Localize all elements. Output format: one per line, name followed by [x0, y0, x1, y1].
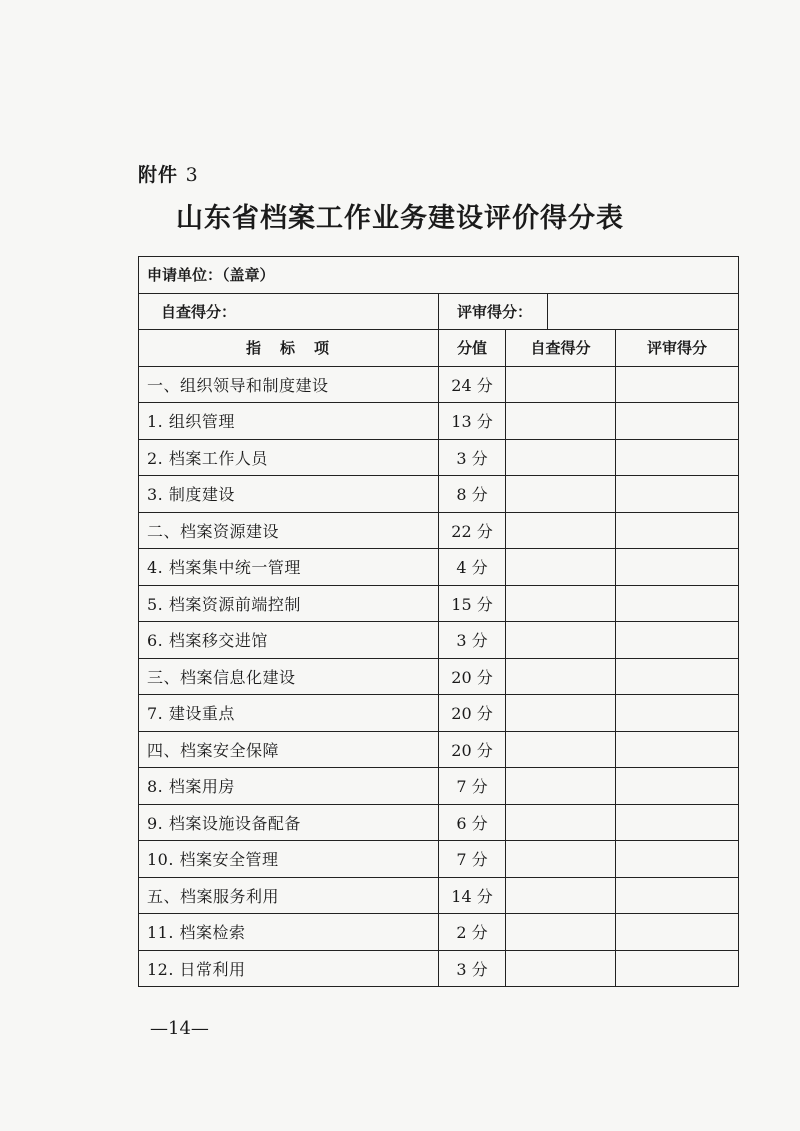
score-value: 3 分: [439, 622, 506, 659]
page-number: —14—: [150, 1018, 209, 1039]
score-value: 7 分: [439, 768, 506, 805]
indicator-item: 12. 日常利用: [139, 950, 439, 987]
indicator-item: 8. 档案用房: [139, 768, 439, 805]
review-score-cell: [616, 877, 739, 914]
indicator-item: 一、组织领导和制度建设: [139, 366, 439, 403]
self-score-cell: [506, 476, 616, 513]
review-score-value: [548, 293, 739, 330]
self-score-cell: [506, 841, 616, 878]
review-score-cell: [616, 512, 739, 549]
attachment-text: 附件: [138, 164, 179, 186]
score-value: 2 分: [439, 914, 506, 951]
review-score-cell: [616, 585, 739, 622]
score-value: 13 分: [439, 403, 506, 440]
indicator-item: 5. 档案资源前端控制: [139, 585, 439, 622]
indicator-item: 三、档案信息化建设: [139, 658, 439, 695]
table-row: [139, 768, 739, 805]
review-score-cell: [616, 403, 739, 440]
score-summary-row: [139, 293, 739, 330]
self-score-cell: [506, 549, 616, 586]
self-score-cell: [506, 695, 616, 732]
review-score-cell: [616, 549, 739, 586]
self-score-cell: [506, 439, 616, 476]
review-score-cell: [616, 695, 739, 732]
document-title: 山东省档案工作业务建设评价得分表: [176, 203, 624, 234]
indicator-item: 4. 档案集中统一管理: [139, 549, 439, 586]
self-score-cell: [506, 622, 616, 659]
indicator-item: 11. 档案检索: [139, 914, 439, 951]
score-value: 3 分: [439, 439, 506, 476]
review-score-cell: [616, 622, 739, 659]
score-value: 22 分: [439, 512, 506, 549]
table-row: [139, 439, 739, 476]
self-score-cell: [506, 950, 616, 987]
table-row: [139, 731, 739, 768]
score-value: 4 分: [439, 549, 506, 586]
indicator-item: 2. 档案工作人员: [139, 439, 439, 476]
self-score-label: 自查得分：: [139, 293, 439, 330]
score-value: 6 分: [439, 804, 506, 841]
applicant-label: 申请单位：（盖章）: [139, 257, 739, 294]
indicator-item: 9. 档案设施设备配备: [139, 804, 439, 841]
self-score-cell: [506, 877, 616, 914]
table-row: [139, 549, 739, 586]
table-row: [139, 914, 739, 951]
score-value: 14 分: [439, 877, 506, 914]
table-row: [139, 695, 739, 732]
self-score-cell: [506, 731, 616, 768]
indicator-item: 四、档案安全保障: [139, 731, 439, 768]
self-score-cell: [506, 585, 616, 622]
review-score-label: 评审得分：: [439, 293, 548, 330]
table-row: [139, 658, 739, 695]
table-row: [139, 585, 739, 622]
score-value: 15 分: [439, 585, 506, 622]
review-score-cell: [616, 768, 739, 805]
self-score-cell: [506, 804, 616, 841]
indicator-item: 10. 档案安全管理: [139, 841, 439, 878]
table-row: [139, 622, 739, 659]
review-score-cell: [616, 804, 739, 841]
header-review-score: 评审得分: [616, 330, 739, 367]
review-score-cell: [616, 914, 739, 951]
indicator-item: 五、档案服务利用: [139, 877, 439, 914]
self-score-cell: [506, 366, 616, 403]
table-row: [139, 476, 739, 513]
review-score-cell: [616, 731, 739, 768]
score-value: 3 分: [439, 950, 506, 987]
table-row: [139, 804, 739, 841]
review-score-cell: [616, 658, 739, 695]
review-score-cell: [616, 841, 739, 878]
table-row: [139, 841, 739, 878]
table-row: [139, 877, 739, 914]
score-value: 20 分: [439, 731, 506, 768]
indicator-item: 6. 档案移交进馆: [139, 622, 439, 659]
review-score-cell: [616, 439, 739, 476]
score-table: [138, 256, 739, 987]
score-value: 7 分: [439, 841, 506, 878]
header-row: [139, 330, 739, 367]
indicator-item: 二、档案资源建设: [139, 512, 439, 549]
review-score-cell: [616, 950, 739, 987]
header-item: 指 标 项: [139, 330, 439, 367]
score-value: 20 分: [439, 658, 506, 695]
self-score-cell: [506, 768, 616, 805]
attachment-label: [138, 160, 199, 187]
self-score-cell: [506, 512, 616, 549]
table-row: [139, 512, 739, 549]
applicant-row: [139, 257, 739, 294]
table-row: [139, 950, 739, 987]
attachment-number: 3: [185, 164, 199, 186]
self-score-cell: [506, 658, 616, 695]
indicator-item: 3. 制度建设: [139, 476, 439, 513]
self-score-cell: [506, 403, 616, 440]
score-value: 8 分: [439, 476, 506, 513]
table-row: [139, 403, 739, 440]
table-row: [139, 366, 739, 403]
header-self-score: 自查得分: [506, 330, 616, 367]
score-value: 24 分: [439, 366, 506, 403]
header-value: 分值: [439, 330, 506, 367]
indicator-item: 1. 组织管理: [139, 403, 439, 440]
score-value: 20 分: [439, 695, 506, 732]
review-score-cell: [616, 476, 739, 513]
review-score-cell: [616, 366, 739, 403]
indicator-item: 7. 建设重点: [139, 695, 439, 732]
self-score-cell: [506, 914, 616, 951]
